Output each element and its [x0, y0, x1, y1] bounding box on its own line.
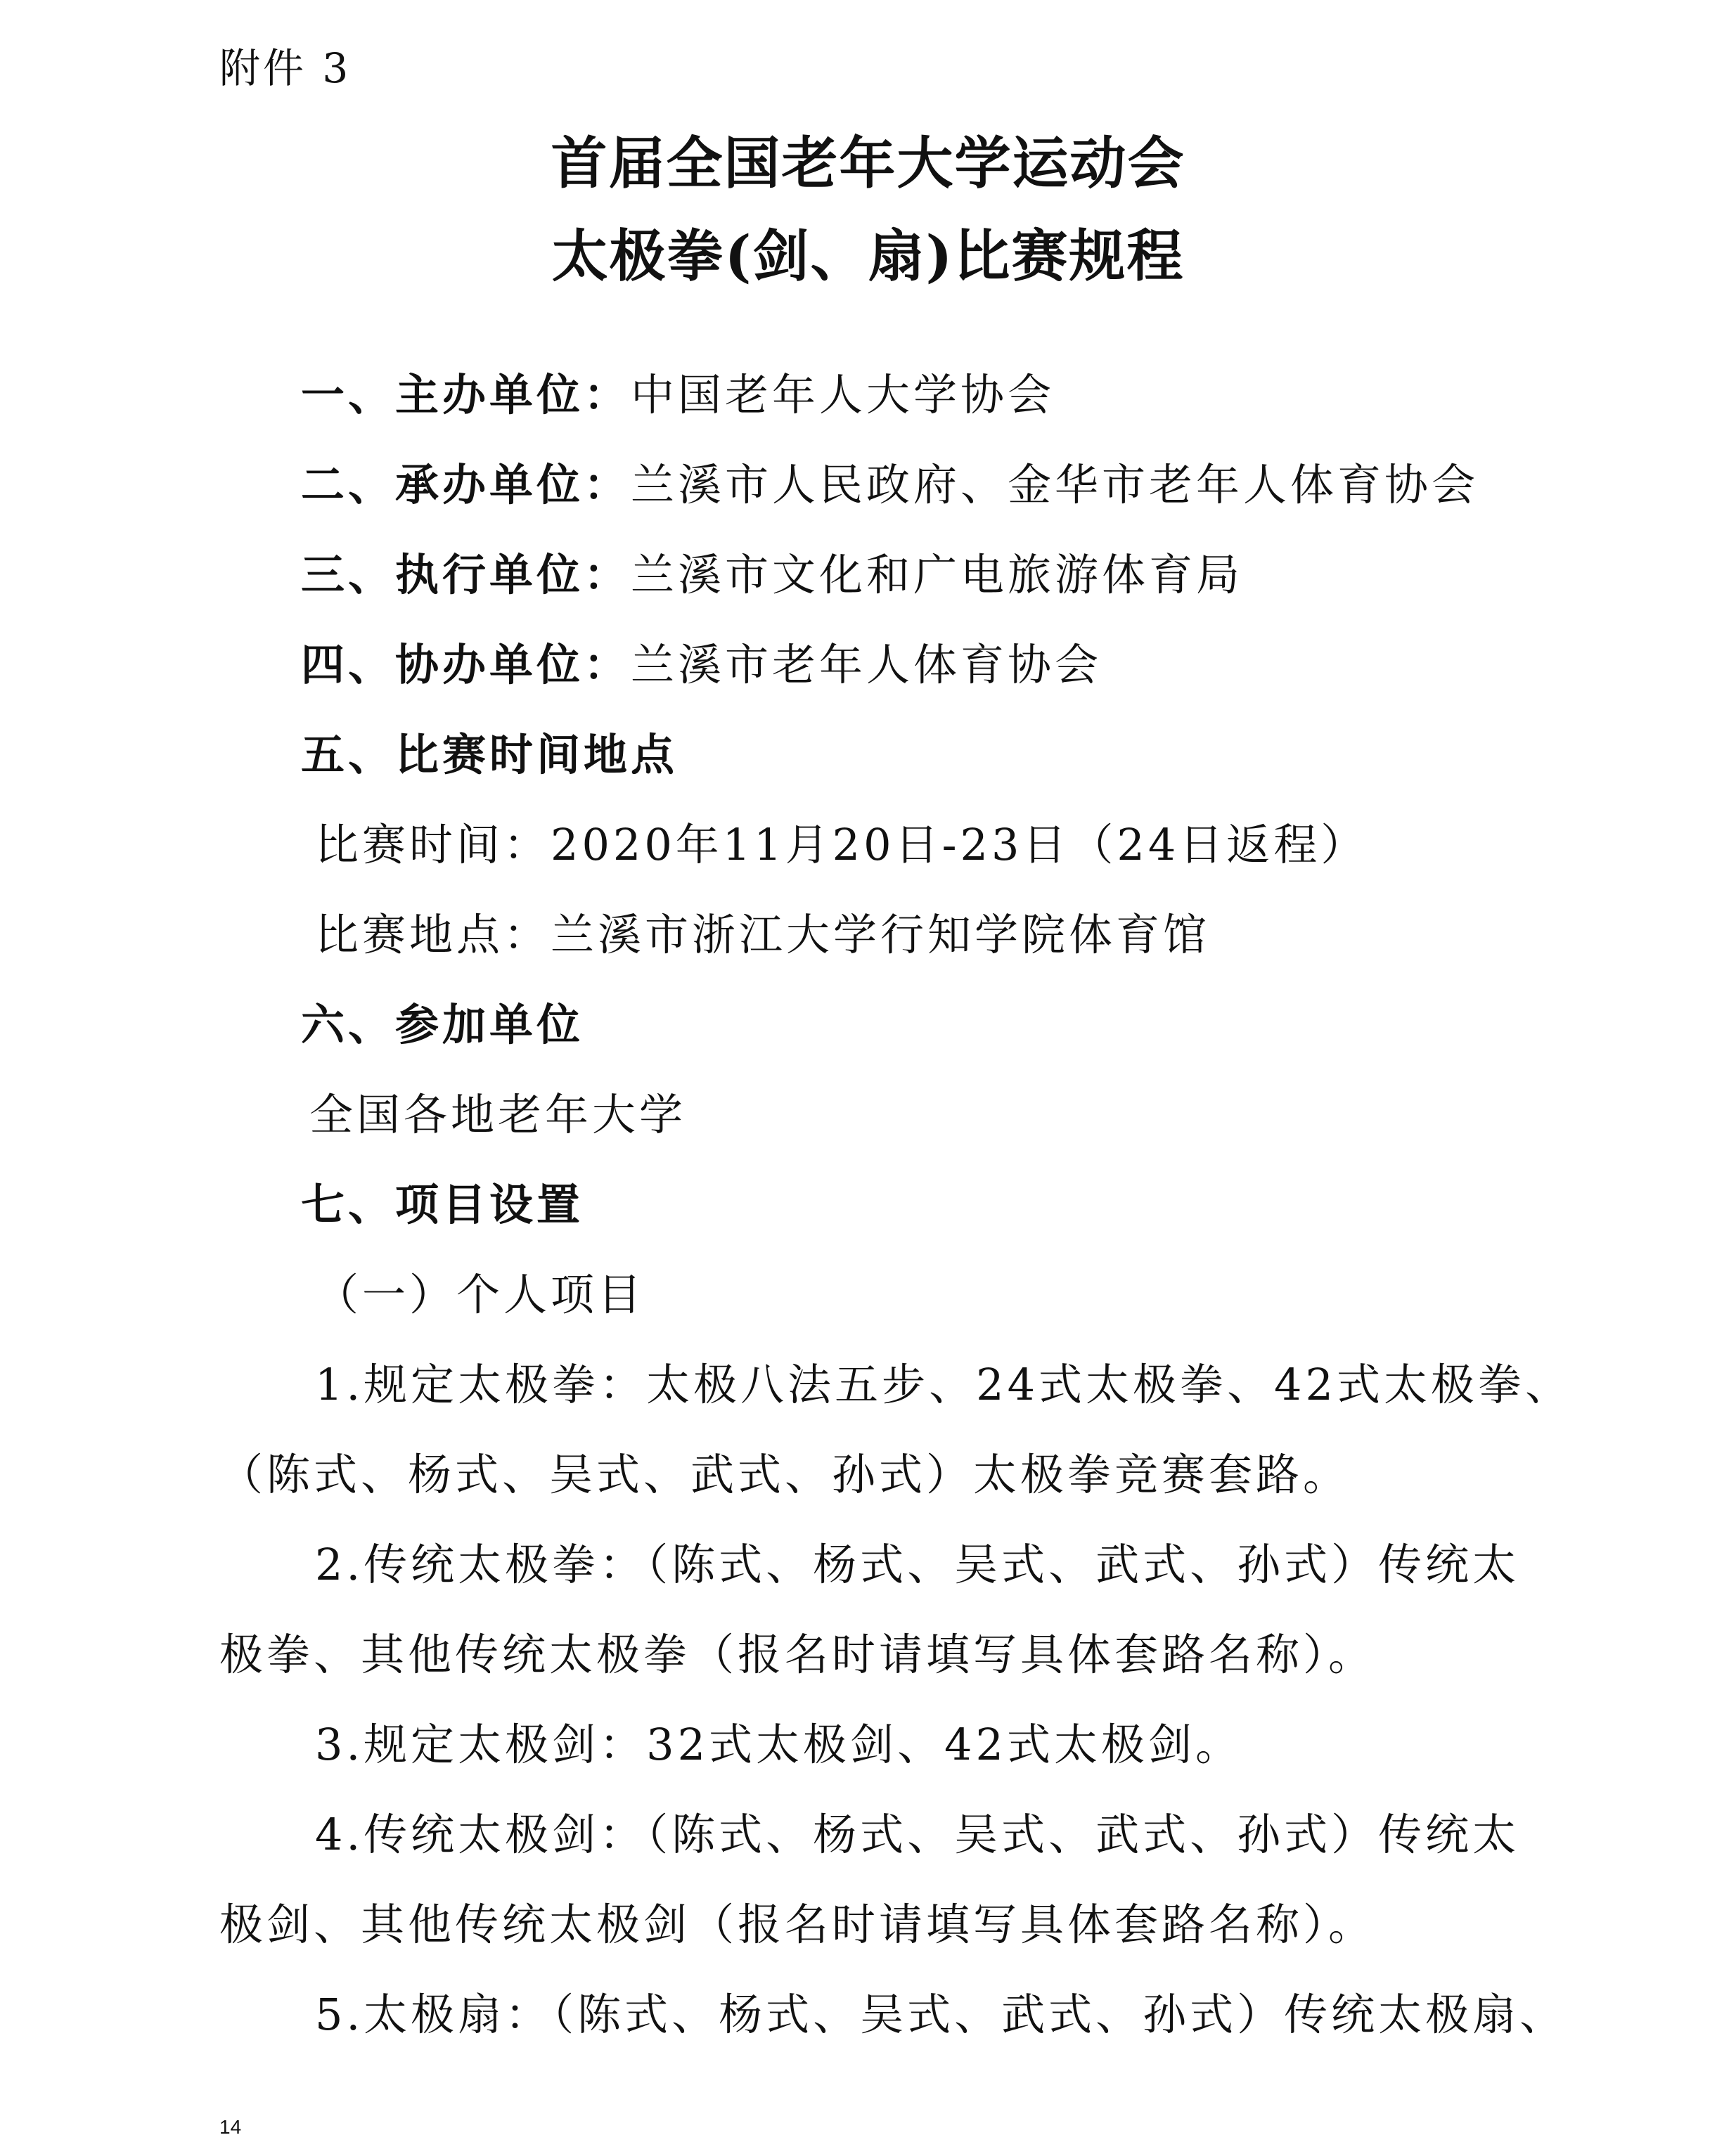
- section-label: 四、协办单位：: [301, 639, 631, 690]
- section-label: 二、承办单位：: [301, 459, 631, 510]
- item-2-line1: 2.传统太极拳：（陈式、杨式、吴式、武式、孙式）传统太: [315, 1539, 1520, 1590]
- section-label: 三、执行单位：: [301, 549, 631, 600]
- attachment-label: 附件 3: [219, 44, 352, 92]
- section-co-organizer: [301, 630, 1102, 692]
- section-value: 中国老年人大学协会: [631, 369, 1055, 420]
- section-label: 七、项目设置: [301, 1179, 584, 1230]
- section-value: 兰溪市人民政府、金华市老年人体育协会: [631, 459, 1479, 510]
- individual-heading: （一）个人项目: [315, 1269, 645, 1320]
- section-label: 五、比赛时间地点: [301, 729, 679, 780]
- competition-time: 比赛时间：2020年11月20日-23日（24日返程）: [315, 819, 1368, 870]
- page-number: 14: [219, 2116, 242, 2138]
- section-value: 兰溪市文化和广电旅游体育局: [631, 549, 1244, 600]
- document-title-line1: 首届全国老年大学运动会: [551, 130, 1185, 196]
- section-label: 六、参加单位: [301, 999, 584, 1050]
- document-title-line2: 太极拳(剑、扇)比赛规程: [551, 223, 1185, 289]
- section-label: 一、主办单位：: [301, 369, 631, 420]
- section-host: [301, 450, 1479, 512]
- participants-text: 全国各地老年大学: [309, 1089, 687, 1140]
- item-4-line2: 极剑、其他传统太极剑（报名时请填写具体套路名称）。: [219, 1899, 1376, 1950]
- section-executor: [301, 540, 1243, 602]
- item-1-line1: 1.规定太极拳：太极八法五步、24式太极拳、42式太极拳、: [315, 1359, 1572, 1410]
- item-2-line2: 极拳、其他传统太极拳（报名时请填写具体套路名称）。: [219, 1629, 1376, 1680]
- item-4-line1: 4.传统太极剑：（陈式、杨式、吴式、武式、孙式）传统太: [315, 1809, 1520, 1860]
- section-value: 兰溪市老年人体育协会: [631, 639, 1102, 690]
- section-events: [301, 1170, 584, 1232]
- item-1-line2: （陈式、杨式、吴式、武式、孙式）太极拳竞赛套路。: [219, 1449, 1351, 1500]
- item-3-line1: 3.规定太极剑：32式太极剑、42式太极剑。: [315, 1719, 1242, 1770]
- section-organizer: [301, 360, 1055, 423]
- competition-place: 比赛地点：兰溪市浙江大学行知学院体育馆: [315, 909, 1211, 960]
- section-time-place: [301, 720, 678, 782]
- item-5-line1: 5.太极扇：（陈式、杨式、吴式、武式、孙式）传统太极扇、: [315, 1989, 1567, 2040]
- section-participants: [301, 990, 584, 1052]
